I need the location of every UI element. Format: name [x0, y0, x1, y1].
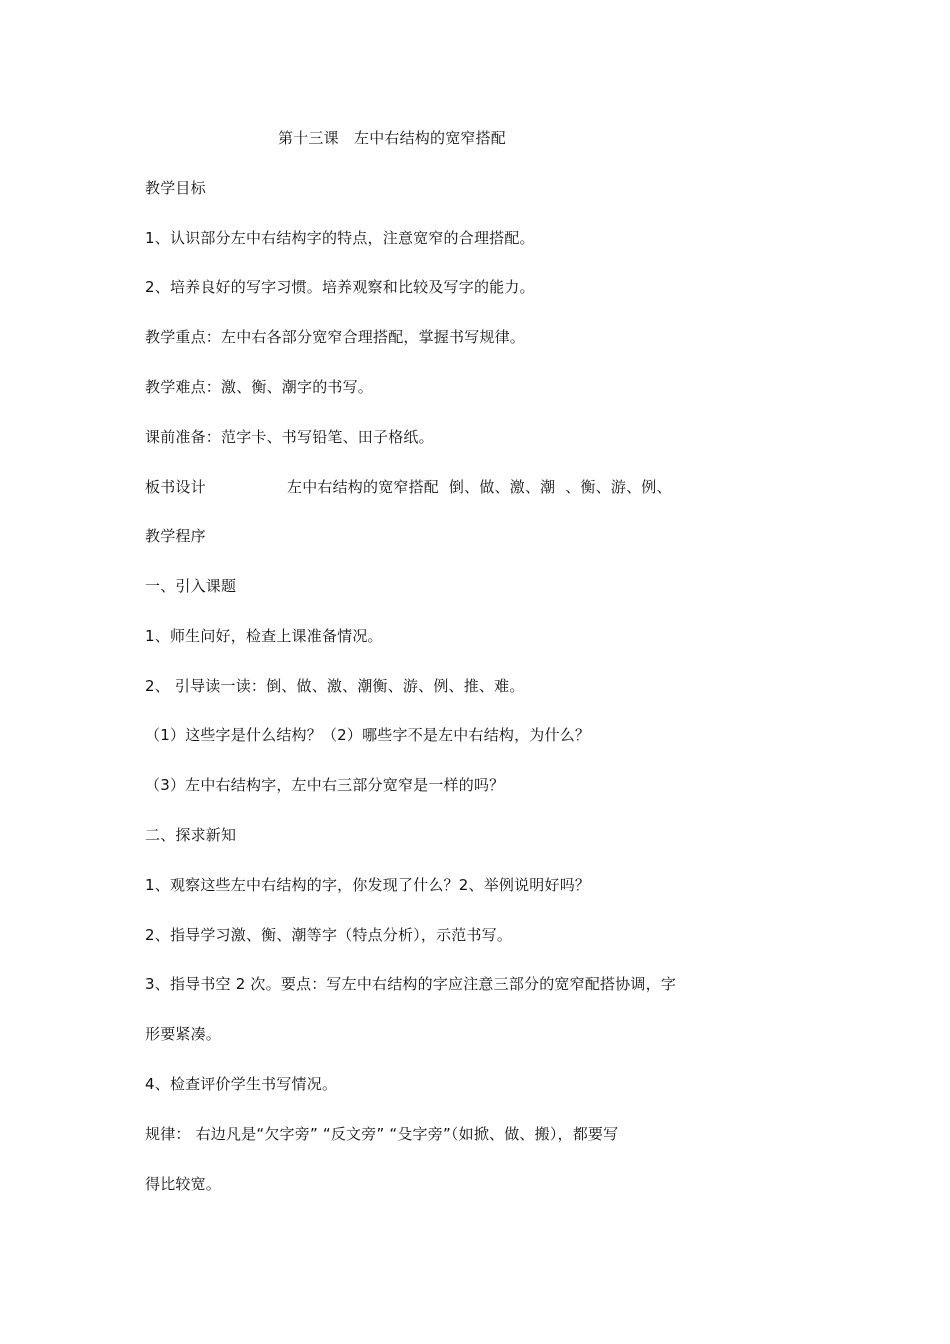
- objective-1: 1、认识部分左中右结构字的特点，注意宽窄的合理搭配。: [145, 229, 535, 247]
- lesson-title: 第十三课 左中右结构的宽窄搭配: [278, 129, 507, 147]
- step-2-3: 3、指导书空 2 次。要点：写左中右结构的字应注意三部分的宽窄配搭协调，字: [145, 975, 677, 993]
- step-2-1: 1、观察这些左中右结构的字，你发现了什么？2、举例说明好吗？: [145, 876, 591, 894]
- board-design-line: [145, 477, 672, 497]
- section-1-heading: 一、引入课题: [145, 577, 237, 595]
- step-2-3-continued: 形要紧凑。: [145, 1025, 222, 1043]
- question-3: （3）左中右结构字，左中右三部分宽窄是一样的吗？: [145, 776, 505, 794]
- rule-line: 规律： 右边凡是“欠字旁” “反文旁” “殳字旁”（如掀、做、搬），都要写: [145, 1125, 619, 1143]
- question-1-2: （1）这些字是什么结构？（2）哪些字不是左中右结构，为什么？: [145, 726, 591, 744]
- teaching-focus: 教学重点：左中右各部分宽窄合理搭配，掌握书写规律。: [145, 328, 526, 346]
- class-preparation: 课前准备：范字卡、书写铅笔、田子格纸。: [145, 428, 434, 446]
- step-2-4: 4、检查评价学生书写情况。: [145, 1075, 338, 1093]
- teaching-procedure-heading: 教学程序: [145, 527, 206, 545]
- section-2-heading: 二、探求新知: [145, 826, 237, 844]
- step-2-2: 2、指导学习激、衡、潮等字（特点分析），示范书写。: [145, 926, 513, 944]
- step-1-1: 1、师生问好，检查上课准备情况。: [145, 627, 383, 645]
- teaching-difficulty: 教学难点：激、衡、潮字的书写。: [145, 378, 374, 396]
- rule-line-continued: 得比较宽。: [145, 1175, 222, 1193]
- board-design-content: 左中右结构的宽窄搭配 倒、做、激、潮 、衡、游、例、: [287, 478, 672, 496]
- teaching-objectives-heading: 教学目标: [145, 179, 206, 197]
- board-design-label: 板书设计: [145, 478, 206, 496]
- step-1-2: 2、 引导读一读：倒、做、激、潮衡、游、例、推、难。: [145, 677, 525, 695]
- objective-2: 2、培养良好的写字习惯。培养观察和比较及写字的能力。: [145, 278, 535, 296]
